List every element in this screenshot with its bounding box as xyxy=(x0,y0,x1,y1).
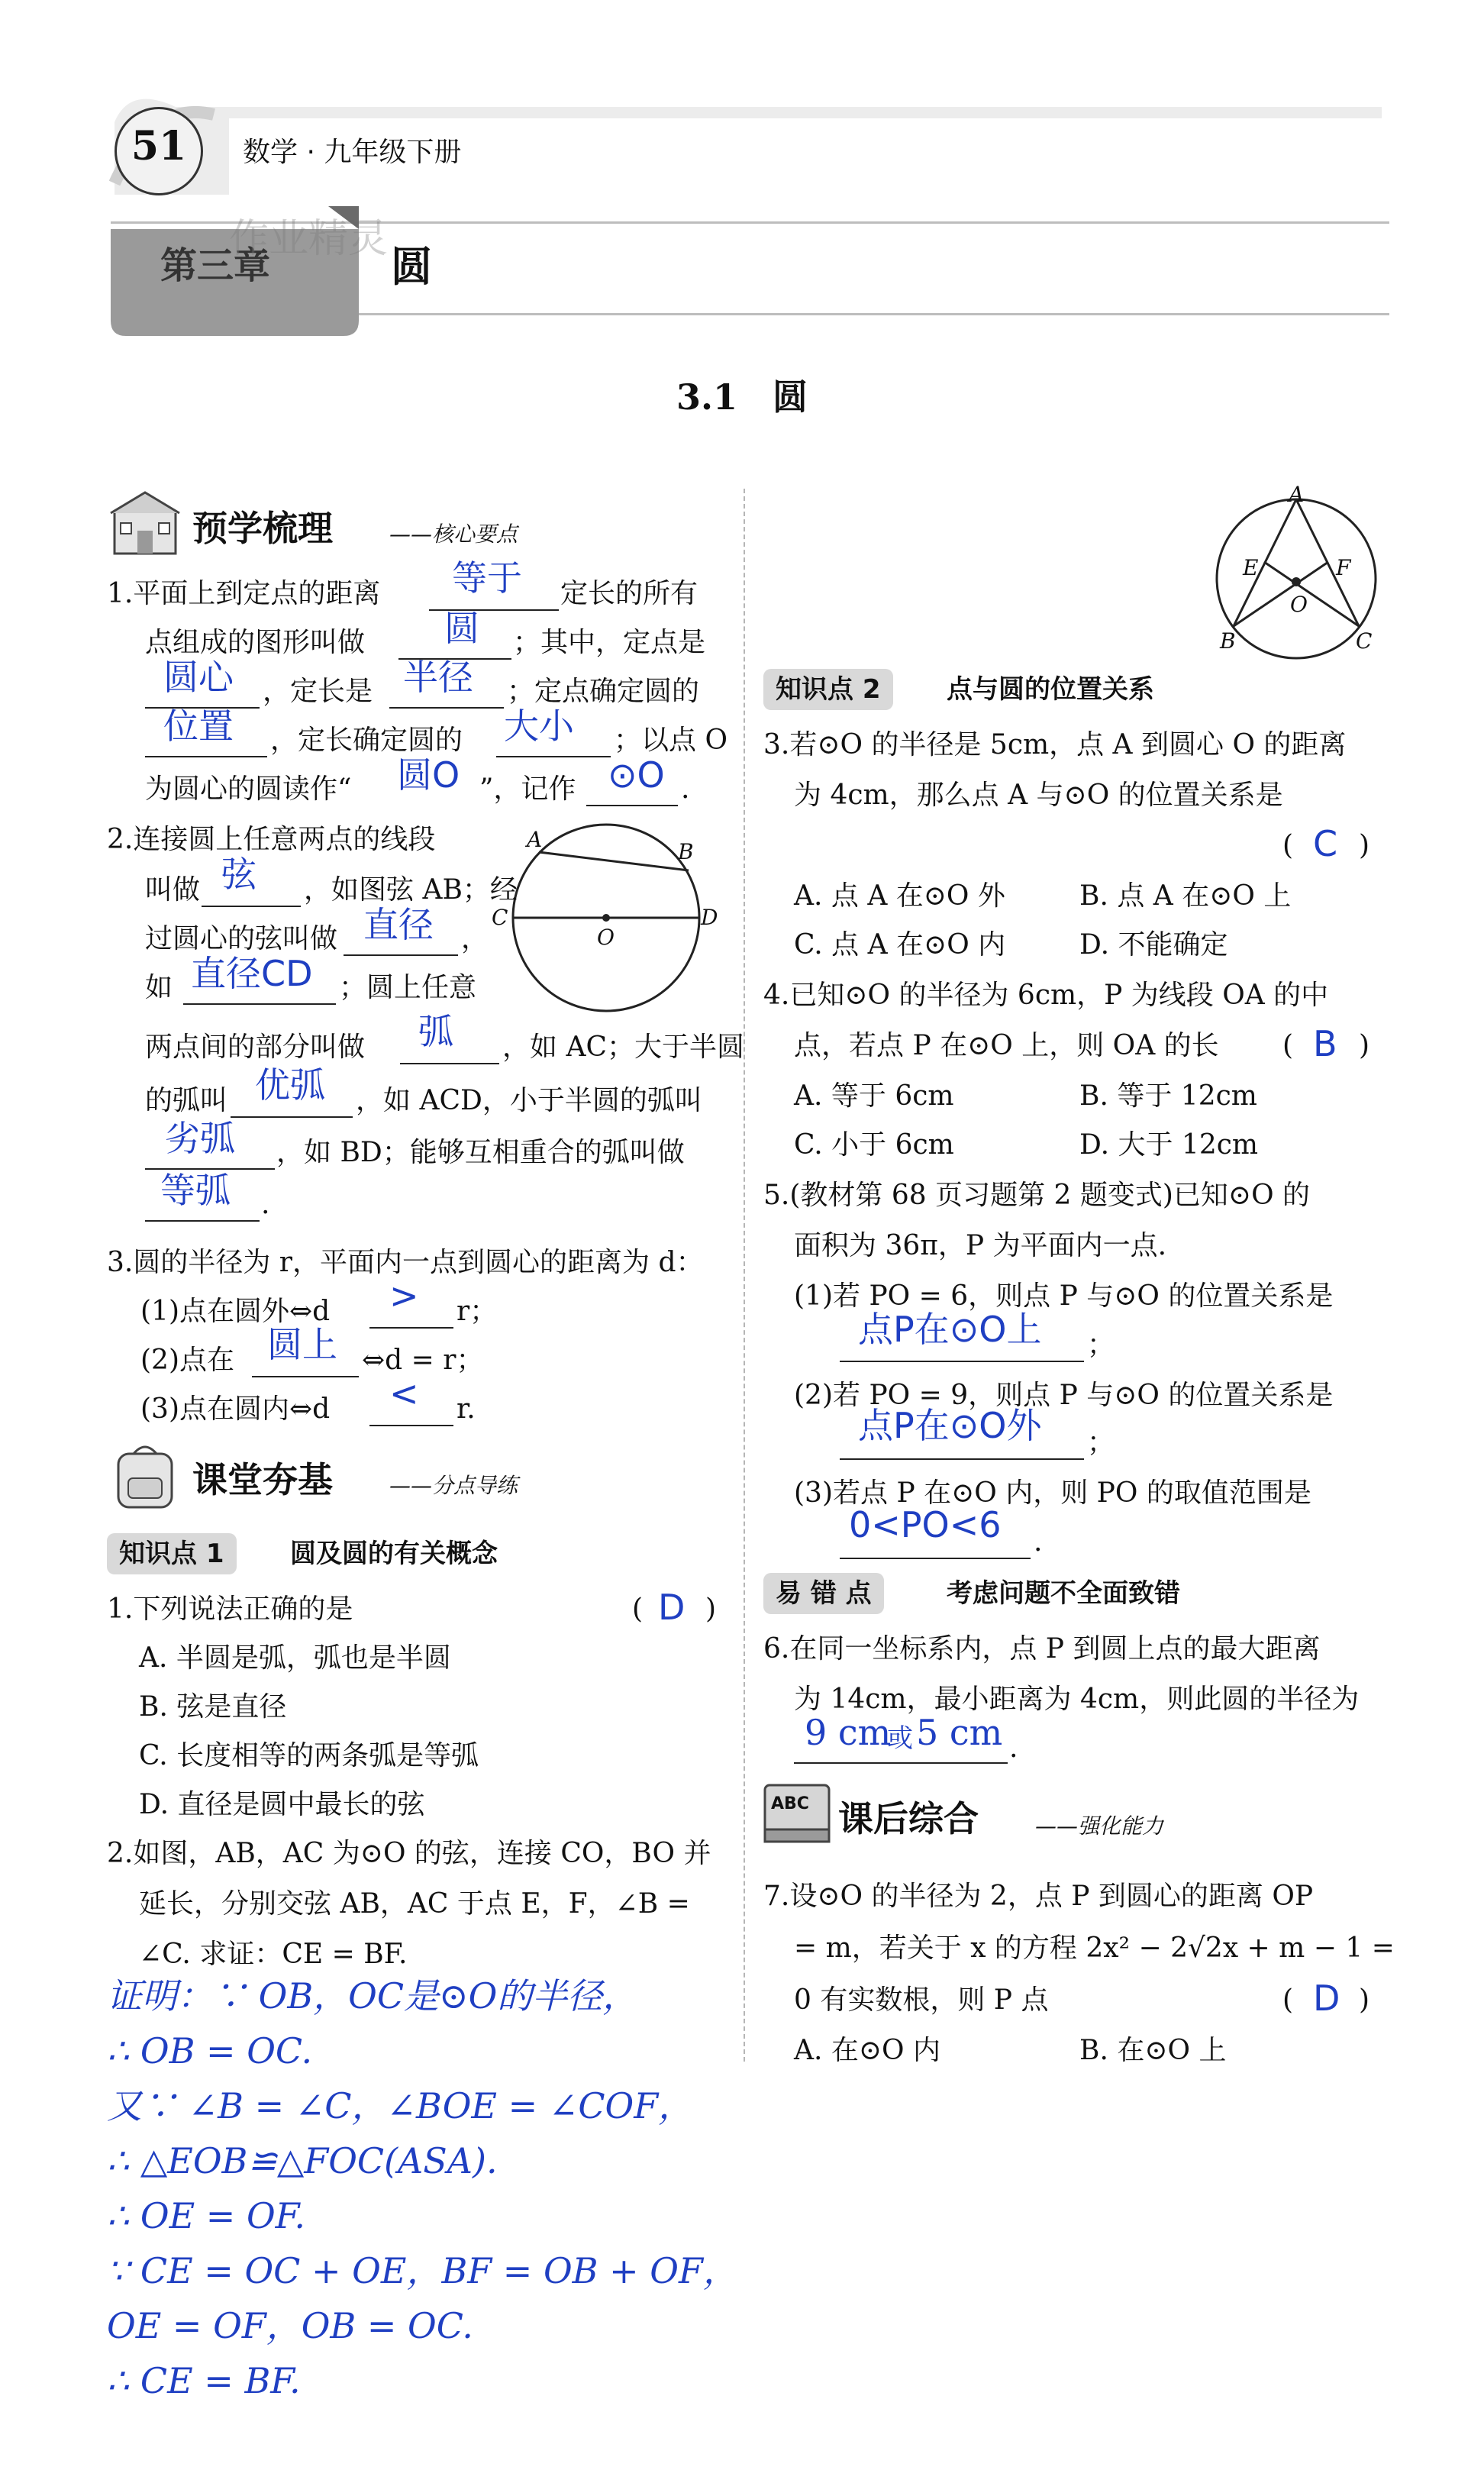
p1-line4b: ；以点 O xyxy=(614,725,727,756)
p1-ans1: 等于 xyxy=(452,557,522,599)
fig2-label-b: B xyxy=(1220,628,1236,654)
c1-option-b: B. 弦是直径 xyxy=(139,1691,287,1723)
r6-line1: 6.在同一坐标系内，点 P 到圆上点的最大距离 xyxy=(763,1633,1321,1665)
p2-line3a: 过圆心的弦叫做 xyxy=(145,923,338,954)
kp1-title: 圆及圆的有关概念 xyxy=(290,1539,498,1569)
p3-line4b: r. xyxy=(456,1393,476,1425)
fig1-label-o: O xyxy=(597,925,615,950)
p2-line2b: ，如图弦 AB；经 xyxy=(304,874,518,906)
err-tag: 易 错 点 xyxy=(763,1573,884,1614)
p2-ans4: 弧 xyxy=(418,1011,453,1052)
chapter-title: 圆 xyxy=(391,243,432,291)
p1-line1b: 定长的所有 xyxy=(560,578,698,609)
r7-open: ( xyxy=(1282,1984,1294,2016)
r4-line2: 点，若点 P 在⊙O 上，则 OA 的长 xyxy=(794,1030,1219,1061)
fig2-label-o: O xyxy=(1290,592,1308,617)
p1-ans2: 圆 xyxy=(444,608,479,649)
r5-line2: 面积为 36π，P 为平面内一点. xyxy=(794,1230,1167,1261)
kp1-tag: 知识点 1 xyxy=(107,1533,237,1574)
p2-line8b: . xyxy=(261,1189,270,1220)
p3-ans1: > xyxy=(389,1275,419,1316)
r3-line2: 为 4cm，那么点 A 与⊙O 的位置关系是 xyxy=(794,780,1283,811)
p1-line3a: ，定长是 xyxy=(263,676,373,707)
r4-option-c: C. 小于 6cm xyxy=(794,1129,954,1161)
c2-line1: 2.如图，AB，AC 为⊙O 的弦，连接 CO，BO 并 xyxy=(107,1838,711,1869)
proof-line-1: 证明：∵ OB，OC是⊙O的半径， xyxy=(107,1975,638,2017)
r3-option-b: B. 点 A 在⊙O 上 xyxy=(1079,880,1292,912)
r4-open: ( xyxy=(1282,1030,1294,1061)
page-number: 51 xyxy=(131,123,187,170)
p2-ans5: 优弧 xyxy=(255,1064,325,1106)
p1-line3b: ；定点确定圆的 xyxy=(507,676,700,707)
r5-2-stem: (2)若 PO = 9，则点 P 与⊙O 的位置关系是 xyxy=(794,1380,1334,1411)
fig2-label-f: F xyxy=(1336,555,1351,580)
backpack-icon xyxy=(107,1439,183,1511)
r5-3-period: . xyxy=(1034,1526,1043,1558)
c2-line2: 延长，分别交弦 AB，AC 于点 E，F，∠B = xyxy=(139,1888,690,1920)
chapter-label: 第三章 xyxy=(160,244,271,287)
page-header xyxy=(0,0,1484,351)
classroom-subtitle: ——分点导练 xyxy=(389,1473,518,1498)
r4-close: ) xyxy=(1359,1030,1370,1061)
c1-open: ( xyxy=(632,1594,644,1625)
fig2-label-e: E xyxy=(1243,555,1259,580)
p2-ans1: 弦 xyxy=(221,854,256,895)
r7-option-b: B. 在⊙O 上 xyxy=(1079,2035,1227,2066)
r5-3-stem: (3)若点 P 在⊙O 内，则 PO 的取值范围是 xyxy=(794,1477,1311,1509)
p2-ans7: 等弧 xyxy=(160,1170,231,1211)
school-icon xyxy=(107,489,183,557)
r3-option-a: A. 点 A 在⊙O 外 xyxy=(794,880,1005,912)
p3-line4a: (3)点在圆内⇔d xyxy=(140,1393,331,1425)
p1-line2a: 点组成的图形叫做 xyxy=(145,627,366,658)
proof-line-3: 又∵ ∠B = ∠C，∠BOE = ∠COF， xyxy=(107,2085,694,2126)
p1-ans6: 大小 xyxy=(504,706,574,747)
proof-line-6: ∵ CE = OC + OE，BF = OB + OF， xyxy=(107,2250,738,2291)
p3-line3a: (2)点在 xyxy=(140,1345,234,1376)
c1-close: ) xyxy=(705,1594,717,1625)
r4-option-a: A. 等于 6cm xyxy=(794,1080,954,1112)
p1-line5c: . xyxy=(681,773,690,805)
r6-answer-b: 5 cm xyxy=(916,1712,1003,1753)
r3-option-d: D. 不能确定 xyxy=(1079,929,1228,961)
after-subtitle: ——强化能力 xyxy=(1035,1813,1164,1839)
r3-line1: 3.若⊙O 的半径是 5cm，点 A 到圆心 O 的距离 xyxy=(763,729,1347,760)
p1-ans3: 圆心 xyxy=(163,657,234,698)
p2-line6b: ，如 ACD，小于半圆的弧叫 xyxy=(356,1085,702,1116)
r3-open: ( xyxy=(1282,830,1294,861)
r7-answer: D xyxy=(1313,1978,1340,2019)
fig2-label-a: A xyxy=(1289,482,1305,507)
c2-line3: ∠C. 求证：CE = BF. xyxy=(139,1939,408,1970)
p2-ans6: 劣弧 xyxy=(165,1118,235,1159)
r5-1-stem: (1)若 PO = 6，则点 P 与⊙O 的位置关系是 xyxy=(794,1280,1334,1312)
fig2-label-c: C xyxy=(1356,628,1373,654)
p1-ans8: ⊙O xyxy=(608,754,665,796)
r6-answer-or: 或 xyxy=(887,1723,913,1754)
p2-line2a: 叫做 xyxy=(145,874,201,906)
p1-ans4: 半径 xyxy=(403,657,473,698)
r6-line2: 为 14cm，最小距离为 4cm，则此圆的半径为 xyxy=(794,1684,1360,1715)
r3-close: ) xyxy=(1359,830,1370,861)
book-icon-label: ABC xyxy=(771,1794,809,1813)
column-divider xyxy=(744,489,745,2062)
fig1-label-b: B xyxy=(678,839,694,864)
err-title: 考虑问题不全面致错 xyxy=(947,1578,1180,1609)
p1-ans5: 位置 xyxy=(163,706,234,747)
r4-answer: B xyxy=(1313,1023,1337,1064)
p1-line4a: ，定长确定圆的 xyxy=(270,725,463,756)
r5-line1: 5.(教材第 68 页习题第 2 题变式)已知⊙O 的 xyxy=(763,1180,1311,1211)
r5-3-answer: 0<PO<6 xyxy=(849,1504,1002,1545)
watermark: 作业精灵 xyxy=(229,216,389,262)
proof-line-7: OE = OF，OB = OC. xyxy=(107,2305,473,2346)
r6-answer-a: 9 cm xyxy=(805,1712,892,1753)
p2-line4b: ；圆上任意 xyxy=(339,972,477,1003)
p3-ans3: < xyxy=(389,1373,419,1414)
fig1-label-c: C xyxy=(492,905,508,930)
r7-line1: 7.设⊙O 的半径为 2，点 P 到圆心的距离 OP xyxy=(763,1881,1314,1912)
r4-option-d: D. 大于 12cm xyxy=(1079,1129,1259,1161)
p3-ans2: 圆上 xyxy=(267,1324,337,1365)
p3-line1: 3.圆的半径为 r，平面内一点到圆心的距离为 d： xyxy=(107,1247,704,1278)
r3-option-c: C. 点 A 在⊙O 内 xyxy=(794,929,1006,961)
r4-line1: 4.已知⊙O 的半径为 6cm，P 为线段 OA 的中 xyxy=(763,980,1329,1011)
p2-line4a: 如 xyxy=(145,972,173,1003)
p3-line2b: r； xyxy=(456,1296,498,1327)
fig1-label-d: D xyxy=(701,905,718,930)
r7-option-a: A. 在⊙O 内 xyxy=(794,2035,941,2066)
proof-line-4: ∴ △EOB≌△FOC(ASA). xyxy=(107,2140,498,2181)
classroom-title: 课堂夯基 xyxy=(192,1459,333,1500)
preview-title: 预学梳理 xyxy=(192,508,333,549)
after-title: 课后综合 xyxy=(838,1798,979,1839)
kp2-title: 点与圆的位置关系 xyxy=(947,674,1154,705)
r7-close: ) xyxy=(1359,1984,1370,2016)
p2-line7b: ，如 BD；能够互相重合的弧叫做 xyxy=(276,1137,685,1168)
r3-answer: C xyxy=(1313,823,1338,864)
c1-stem: 1.下列说法正确的是 xyxy=(107,1594,353,1625)
p2-line5b: ，如 AC；大于半圆 xyxy=(502,1032,744,1063)
r7-line2: = m，若关于 x 的方程 2x² − 2√2x + m − 1 = xyxy=(794,1933,1395,1964)
r4-option-b: B. 等于 12cm xyxy=(1079,1080,1257,1112)
p1-line5a: 为圆心的圆读作“ xyxy=(145,773,352,805)
p2-ans3: 直径CD xyxy=(191,953,313,994)
r5-2-answer: 点P在⊙O外 xyxy=(858,1405,1042,1446)
preview-subtitle: ——核心要点 xyxy=(389,521,518,547)
r5-2-semicolon: ； xyxy=(1087,1427,1115,1458)
p2-line5a: 两点间的部分叫做 xyxy=(145,1032,366,1063)
c1-option-d: D. 直径是圆中最长的弦 xyxy=(139,1789,425,1820)
p2-line6a: 的弧叫 xyxy=(145,1085,228,1116)
fig1-label-a: A xyxy=(527,827,543,852)
p1-line5b: ”，记作 xyxy=(479,773,576,805)
proof-line-2: ∴ OB = OC. xyxy=(107,2030,313,2071)
r5-1-semicolon: ； xyxy=(1087,1329,1115,1361)
header-decoration xyxy=(0,0,1484,351)
p2-ans2: 直径 xyxy=(363,904,434,945)
r5-1-answer: 点P在⊙O上 xyxy=(858,1309,1042,1350)
p3-line2a: (1)点在圆外⇔d xyxy=(140,1296,331,1327)
proof-line-5: ∴ OE = OF. xyxy=(107,2195,306,2236)
p1-line2b: ；其中，定点是 xyxy=(513,627,706,658)
p3-line3b: ⇔d = r； xyxy=(362,1345,484,1376)
book-title: 数学 · 九年级下册 xyxy=(243,137,462,168)
c1-answer: D xyxy=(658,1587,686,1628)
p2-line1: 2.连接圆上任意两点的线段 xyxy=(107,824,436,855)
proof-line-8: ∴ CE = BF. xyxy=(107,2360,301,2401)
p2-line3b: ， xyxy=(461,923,489,954)
c1-option-c: C. 长度相等的两条弧是等弧 xyxy=(139,1740,479,1771)
p1-ans7: 圆O xyxy=(397,754,460,796)
r7-line3: 0 有实数根，则 P 点 xyxy=(794,1984,1049,2016)
kp2-tag: 知识点 2 xyxy=(763,669,893,710)
section-title: 3.1 圆 xyxy=(676,376,808,418)
p1-line1a: 1.平面上到定点的距离 xyxy=(107,578,381,609)
c1-option-a: A. 半圆是弧，弧也是半圆 xyxy=(139,1642,451,1674)
r6-period: . xyxy=(1009,1732,1018,1764)
